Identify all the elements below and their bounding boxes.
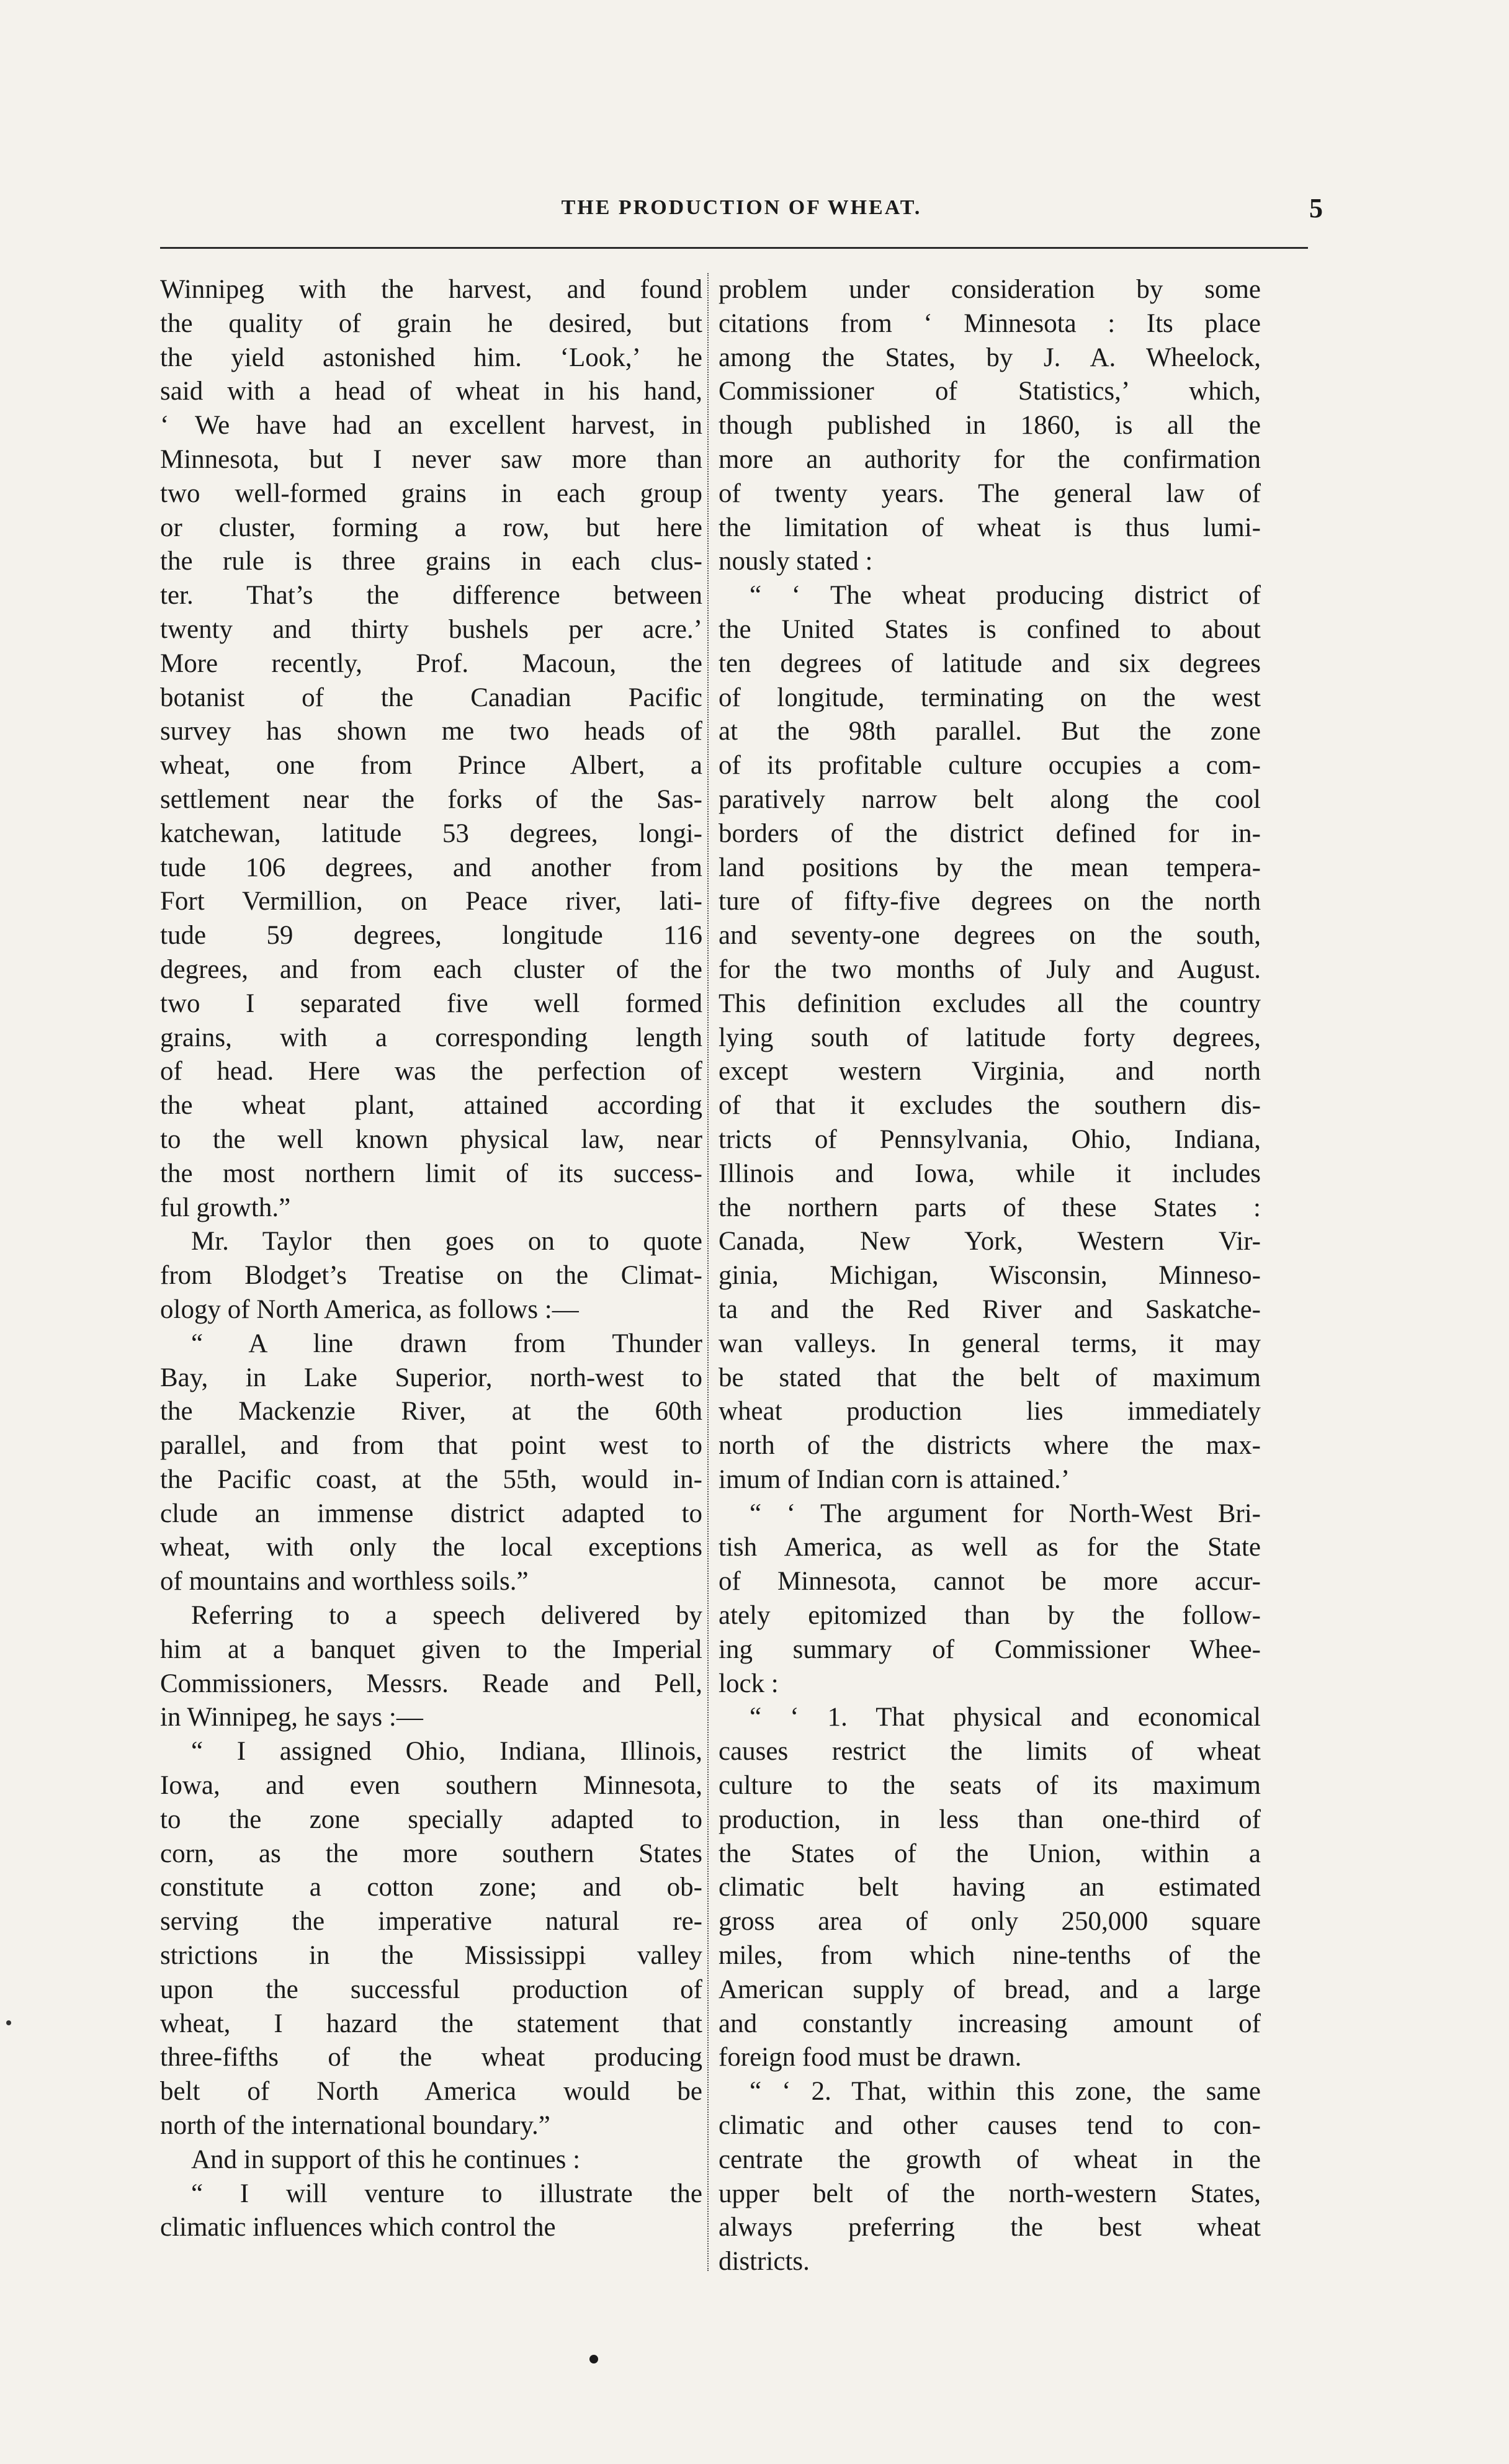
text-line: climatic influences which control the [160, 2213, 556, 2242]
text-line: strictions in the Mississippi valley [160, 1941, 702, 1971]
text-line: “ I assigned Ohio, Indiana, Illinois, [191, 1737, 702, 1767]
text-line: ful growth.” [160, 1193, 291, 1222]
text-line: This definition excludes all the country [719, 988, 1261, 1018]
text-line: borders of the district defined for in- [719, 818, 1261, 848]
text-line: him at a banquet given to the Imperial [160, 1634, 702, 1664]
text-line: ology of North America, as follows :— [160, 1294, 579, 1324]
text-line: katchewan, latitude 53 degrees, longi- [160, 818, 702, 848]
text-line: three-fifths of the wheat producing [160, 2043, 702, 2072]
text-line: culture to the seats of its maximum [719, 1771, 1261, 1801]
text-line: wheat, with only the local exceptions [160, 1533, 702, 1562]
text-line: in Winnipeg, he says :— [160, 1703, 423, 1732]
text-line: And in support of this he continues : [191, 2144, 581, 2174]
text-line: corn, as the more southern States [160, 1839, 702, 1868]
text-line: tude 59 degrees, longitude 116 [160, 921, 702, 951]
text-line: wheat production lies immediately [719, 1397, 1261, 1427]
text-line: Commissioner of Statistics,’ which, [719, 377, 1261, 406]
text-line: Iowa, and even southern Minnesota, [160, 1771, 702, 1801]
text-line: “ ‘ 1. That physical and economical [750, 1703, 1261, 1732]
text-line: ta and the Red River and Saskatche- [719, 1294, 1261, 1324]
running-title: THE PRODUCTION OF WHEAT. [561, 196, 922, 219]
text-line: citations from ‘ Minnesota : Its place [719, 308, 1261, 338]
text-line: ter. That’s the difference between [160, 581, 702, 611]
text-line: Referring to a speech delivered by [191, 1601, 702, 1631]
text-line: climatic belt having an estimated [719, 1873, 1261, 1902]
text-line: lock : [719, 1669, 779, 1698]
text-line: wheat, I hazard the statement that [160, 2009, 702, 2038]
text-line: tude 106 degrees, and another from [160, 853, 702, 882]
text-line: the yield astonished him. ‘Look,’ he [160, 343, 702, 372]
text-line: Mr. Taylor then goes on to quote [191, 1227, 702, 1257]
text-line: the States of the Union, within a [719, 1839, 1261, 1868]
text-line: grains, with a corresponding length [160, 1023, 702, 1052]
text-line: the United States is confined to about [719, 614, 1261, 644]
text-line: ten degrees of latitude and six degrees [719, 648, 1261, 678]
text-line: said with a head of wheat in his hand, [160, 377, 702, 406]
text-line: always preferring the best wheat [719, 2213, 1261, 2242]
text-line: for the two months of July and August. [719, 954, 1261, 984]
text-line: the northern parts of these States : [719, 1193, 1261, 1222]
text-line: to the well known physical law, near [160, 1124, 702, 1154]
text-line: Commissioners, Messrs. Reade and Pell, [160, 1669, 702, 1698]
text-line: centrate the growth of wheat in the [719, 2144, 1261, 2174]
text-line: the wheat plant, attained according [160, 1091, 702, 1121]
text-line: climatic and other causes tend to con- [719, 2111, 1261, 2141]
text-line: at the 98th parallel. But the zone [719, 717, 1261, 746]
page-number: 5 [1309, 193, 1323, 223]
text-line: north of the districts where the max- [719, 1431, 1261, 1461]
text-line: the most northern limit of its success- [160, 1158, 702, 1188]
text-line: tish America, as well as for the State [719, 1533, 1261, 1562]
text-line: nously stated : [719, 547, 873, 576]
text-line: of that it excludes the southern dis- [719, 1091, 1261, 1121]
text-line: ‘ We have had an excellent harvest, in [160, 411, 702, 441]
text-line: tricts of Pennsylvania, Ohio, Indiana, [719, 1124, 1261, 1154]
text-line: paratively narrow belt along the cool [719, 784, 1261, 814]
text-line: land positions by the mean tempera- [719, 853, 1261, 882]
text-line: “ ‘ The wheat producing district of [750, 581, 1261, 611]
text-line: production, in less than one-third of [719, 1804, 1261, 1834]
text-line: upper belt of the north-western States, [719, 2179, 1261, 2208]
text-line: causes restrict the limits of wheat [719, 1737, 1261, 1767]
text-line: and seventy-one degrees on the south, [719, 921, 1261, 951]
text-line: be stated that the belt of maximum [719, 1363, 1261, 1392]
text-line: twenty and thirty bushels per acre.’ [160, 614, 702, 644]
text-line: from Blodget’s Treatise on the Climat- [160, 1261, 702, 1291]
text-line: Fort Vermillion, on Peace river, lati- [160, 887, 702, 916]
text-line: lying south of latitude forty degrees, [719, 1023, 1261, 1052]
text-line: Bay, in Lake Superior, north-west to [160, 1363, 702, 1392]
text-line: serving the imperative natural re- [160, 1907, 702, 1937]
text-line: gross area of only 250,000 square [719, 1907, 1261, 1937]
text-line: “ I will venture to illustrate the [191, 2179, 702, 2208]
text-line: more an authority for the confirmation [719, 444, 1261, 474]
text-line: survey has shown me two heads of [160, 717, 702, 746]
left-column [160, 273, 702, 2245]
text-line: the quality of grain he desired, but [160, 308, 702, 338]
printer-mark [589, 2355, 598, 2363]
text-line: wheat, one from Prince Albert, a [160, 751, 702, 781]
text-line: two well-formed grains in each group [160, 478, 702, 508]
text-line: ately epitomized than by the follow- [719, 1601, 1261, 1631]
text-line: the Pacific coast, at the 55th, would in- [160, 1464, 702, 1494]
text-line: upon the successful production of [160, 1974, 702, 2004]
text-line: north of the international boundary.” [160, 2111, 550, 2141]
text-line: and constantly increasing amount of [719, 2009, 1261, 2038]
text-line: problem under consideration by some [719, 275, 1261, 304]
text-line: except western Virginia, and north [719, 1057, 1261, 1086]
text-line: Winnipeg with the harvest, and found [160, 275, 702, 304]
text-line: “ ‘ The argument for North-West Bri- [750, 1499, 1261, 1528]
text-line: Illinois and Iowa, while it includes [719, 1158, 1261, 1188]
text-line: ture of fifty-five degrees on the north [719, 887, 1261, 916]
text-line: More recently, Prof. Macoun, the [160, 648, 702, 678]
text-line: or cluster, forming a row, but here [160, 513, 702, 542]
text-line: Minnesota, but I never saw more than [160, 444, 702, 474]
text-line: of Minnesota, cannot be more accur- [719, 1567, 1261, 1597]
right-column [719, 273, 1261, 2279]
margin-mark [6, 2020, 11, 2025]
text-line: of mountains and worthless soils.” [160, 1567, 529, 1597]
text-line: American supply of bread, and a large [719, 1974, 1261, 2004]
text-line: two I separated five well formed [160, 988, 702, 1018]
page-header [160, 193, 1323, 233]
text-line: miles, from which nine-tenths of the [719, 1941, 1261, 1971]
text-line: belt of North America would be [160, 2077, 702, 2107]
text-line: though published in 1860, is all the [719, 411, 1261, 441]
text-line: among the States, by J. A. Wheelock, [719, 343, 1261, 372]
text-line: districts. [719, 2247, 810, 2277]
text-line: constitute a cotton zone; and ob- [160, 1873, 702, 1902]
text-line: “ ‘ 2. That, within this zone, the same [750, 2077, 1261, 2107]
text-line: of twenty years. The general law of [719, 478, 1261, 508]
text-line: wan valleys. In general terms, it may [719, 1328, 1261, 1358]
text-line: “ A line drawn from Thunder [191, 1328, 702, 1358]
text-line: the Mackenzie River, at the 60th [160, 1397, 702, 1427]
text-line: of its profitable culture occupies a com- [719, 751, 1261, 781]
text-line: of head. Here was the perfection of [160, 1057, 702, 1086]
text-line: the limitation of wheat is thus lumi- [719, 513, 1261, 542]
text-line: parallel, and from that point west to [160, 1431, 702, 1461]
text-line: degrees, and from each cluster of the [160, 954, 702, 984]
text-line: imum of Indian corn is attained.’ [719, 1464, 1070, 1494]
column-divider [707, 273, 709, 2271]
text-line: of longitude, terminating on the west [719, 683, 1261, 712]
header-rule [160, 247, 1308, 249]
text-line: ginia, Michigan, Wisconsin, Minneso- [719, 1261, 1261, 1291]
text-line: Canada, New York, Western Vir- [719, 1227, 1261, 1257]
text-line: the rule is three grains in each clus- [160, 547, 702, 576]
text-line: clude an immense district adapted to [160, 1499, 702, 1528]
text-line: botanist of the Canadian Pacific [160, 683, 702, 712]
text-line: foreign food must be drawn. [719, 2043, 1022, 2072]
text-line: settlement near the forks of the Sas- [160, 784, 702, 814]
text-line: to the zone specially adapted to [160, 1804, 702, 1834]
text-line: ing summary of Commissioner Whee- [719, 1634, 1261, 1664]
